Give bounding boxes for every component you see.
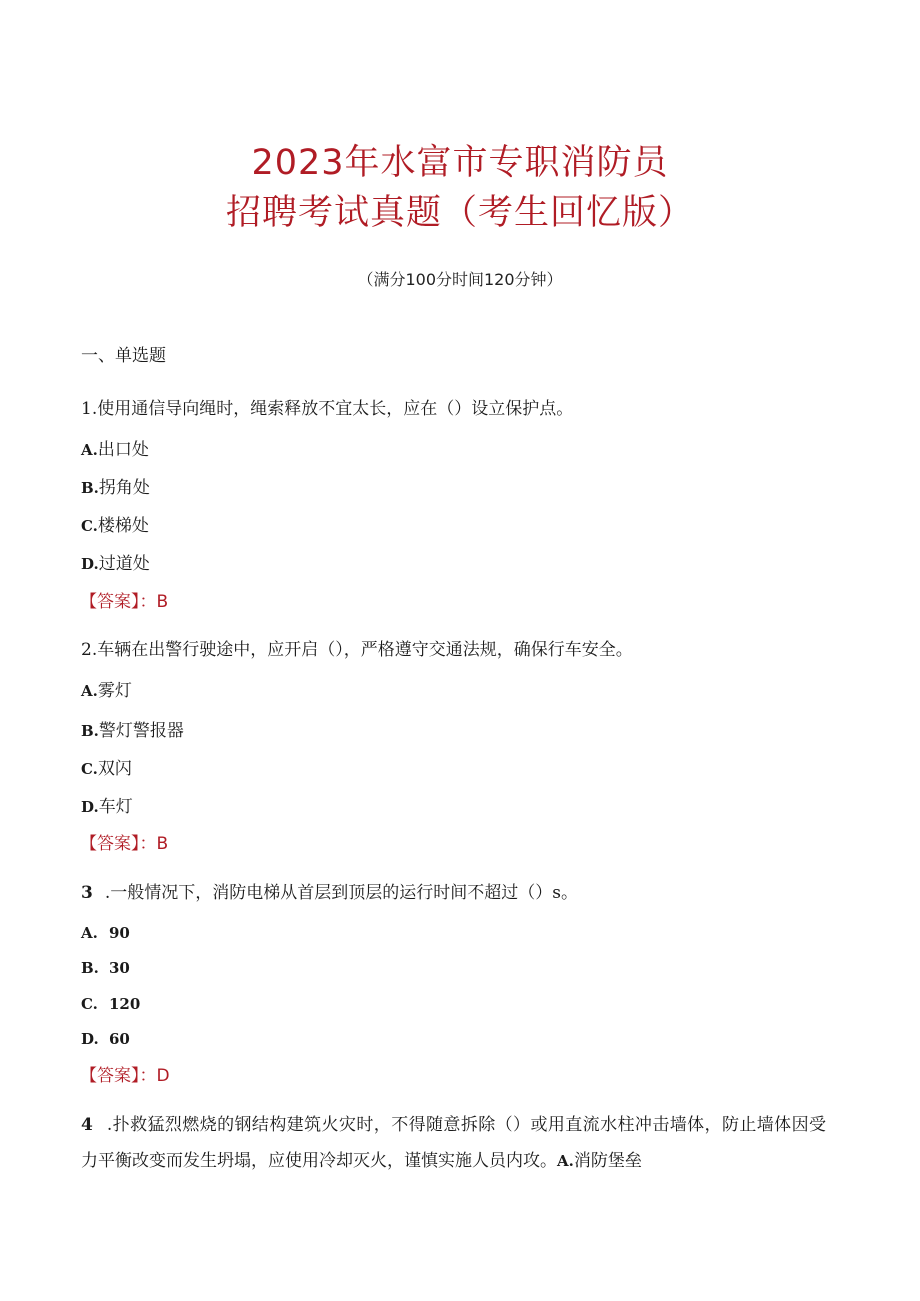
- option-text: 消防堡垒: [573, 1151, 642, 1171]
- question-1-option-b: [81, 477, 150, 499]
- question-4-stem: [81, 1107, 826, 1179]
- question-1-option-a: [81, 439, 149, 461]
- option-text: 出口处: [97, 440, 149, 460]
- question-text: .一般情况下，消防电梯从首层到顶层的运行时间不超过（）s。: [104, 883, 578, 903]
- option-letter: B.: [81, 479, 99, 497]
- option-letter: D.: [81, 1030, 99, 1048]
- document-title-line1: 2023年水富市专职消防员: [251, 143, 669, 183]
- option-letter: C.: [81, 760, 98, 778]
- question-2-stem: 2.车辆在出警行驶途中，应开启（），严格遵守交通法规，确保行车安全。: [81, 640, 633, 660]
- answer-value: B: [156, 592, 169, 612]
- question-1-stem: 1.使用通信导向绳时，绳索释放不宜太长，应在（）设立保护点。: [81, 399, 574, 419]
- question-3-option-c: [81, 993, 140, 1015]
- option-letter: C.: [81, 517, 98, 535]
- option-text: 车灯: [98, 797, 133, 817]
- option-text: 双闪: [97, 759, 132, 779]
- question-number: 3: [81, 883, 93, 903]
- option-letter: A.: [81, 682, 98, 700]
- answer-label: 【答案】：: [80, 834, 157, 854]
- question-2-option-c: [81, 758, 132, 780]
- option-letter: D.: [81, 798, 99, 816]
- document-subtitle: （满分100分时间120分钟）: [357, 270, 563, 289]
- option-letter: B.: [81, 959, 99, 977]
- answer-label: 【答案】：: [80, 1066, 157, 1086]
- question-3-option-a: [81, 922, 130, 944]
- option-text: 警灯警报器: [98, 721, 184, 741]
- question-text: .扑救猛烈燃烧的钢结构建筑火灾时，不得随意拆除（）或用直流水柱冲击墙体，防止墙体因受力平衡改变而发生坍塌，应使用冷却灭火，谨慎实施人员内攻。: [81, 1115, 826, 1171]
- option-text: 120: [109, 995, 141, 1013]
- question-3-option-b: [81, 957, 130, 979]
- option-letter: C.: [81, 995, 98, 1013]
- option-text: 90: [109, 924, 130, 942]
- question-number: 4: [81, 1115, 93, 1135]
- section-heading: 一、单选题: [81, 346, 166, 366]
- question-2-option-b: [81, 720, 184, 742]
- question-3-answer: [80, 1065, 170, 1087]
- option-letter: A.: [81, 441, 98, 459]
- question-2-option-a: [81, 680, 132, 702]
- option-text: 过道处: [98, 554, 150, 574]
- option-letter: A.: [81, 924, 98, 942]
- option-text: 雾灯: [97, 681, 132, 701]
- question-1-answer: [80, 591, 168, 613]
- answer-label: 【答案】：: [80, 592, 157, 612]
- option-text: 60: [109, 1030, 130, 1048]
- document-title-line2: 招聘考试真题（考生回忆版）: [225, 193, 694, 233]
- answer-value: D: [156, 1066, 170, 1086]
- answer-value: B: [156, 834, 169, 854]
- option-letter: A.: [557, 1152, 574, 1170]
- question-2-answer: [80, 833, 168, 855]
- option-letter: D.: [81, 555, 99, 573]
- option-text: 30: [109, 959, 130, 977]
- question-2-option-d: [81, 796, 133, 818]
- question-3-stem: [81, 882, 578, 904]
- option-letter: B.: [81, 722, 99, 740]
- question-1-option-d: [81, 553, 150, 575]
- question-1-option-c: [81, 515, 149, 537]
- option-text: 拐角处: [98, 478, 150, 498]
- question-3-option-d: [81, 1028, 130, 1050]
- option-text: 楼梯处: [97, 516, 149, 536]
